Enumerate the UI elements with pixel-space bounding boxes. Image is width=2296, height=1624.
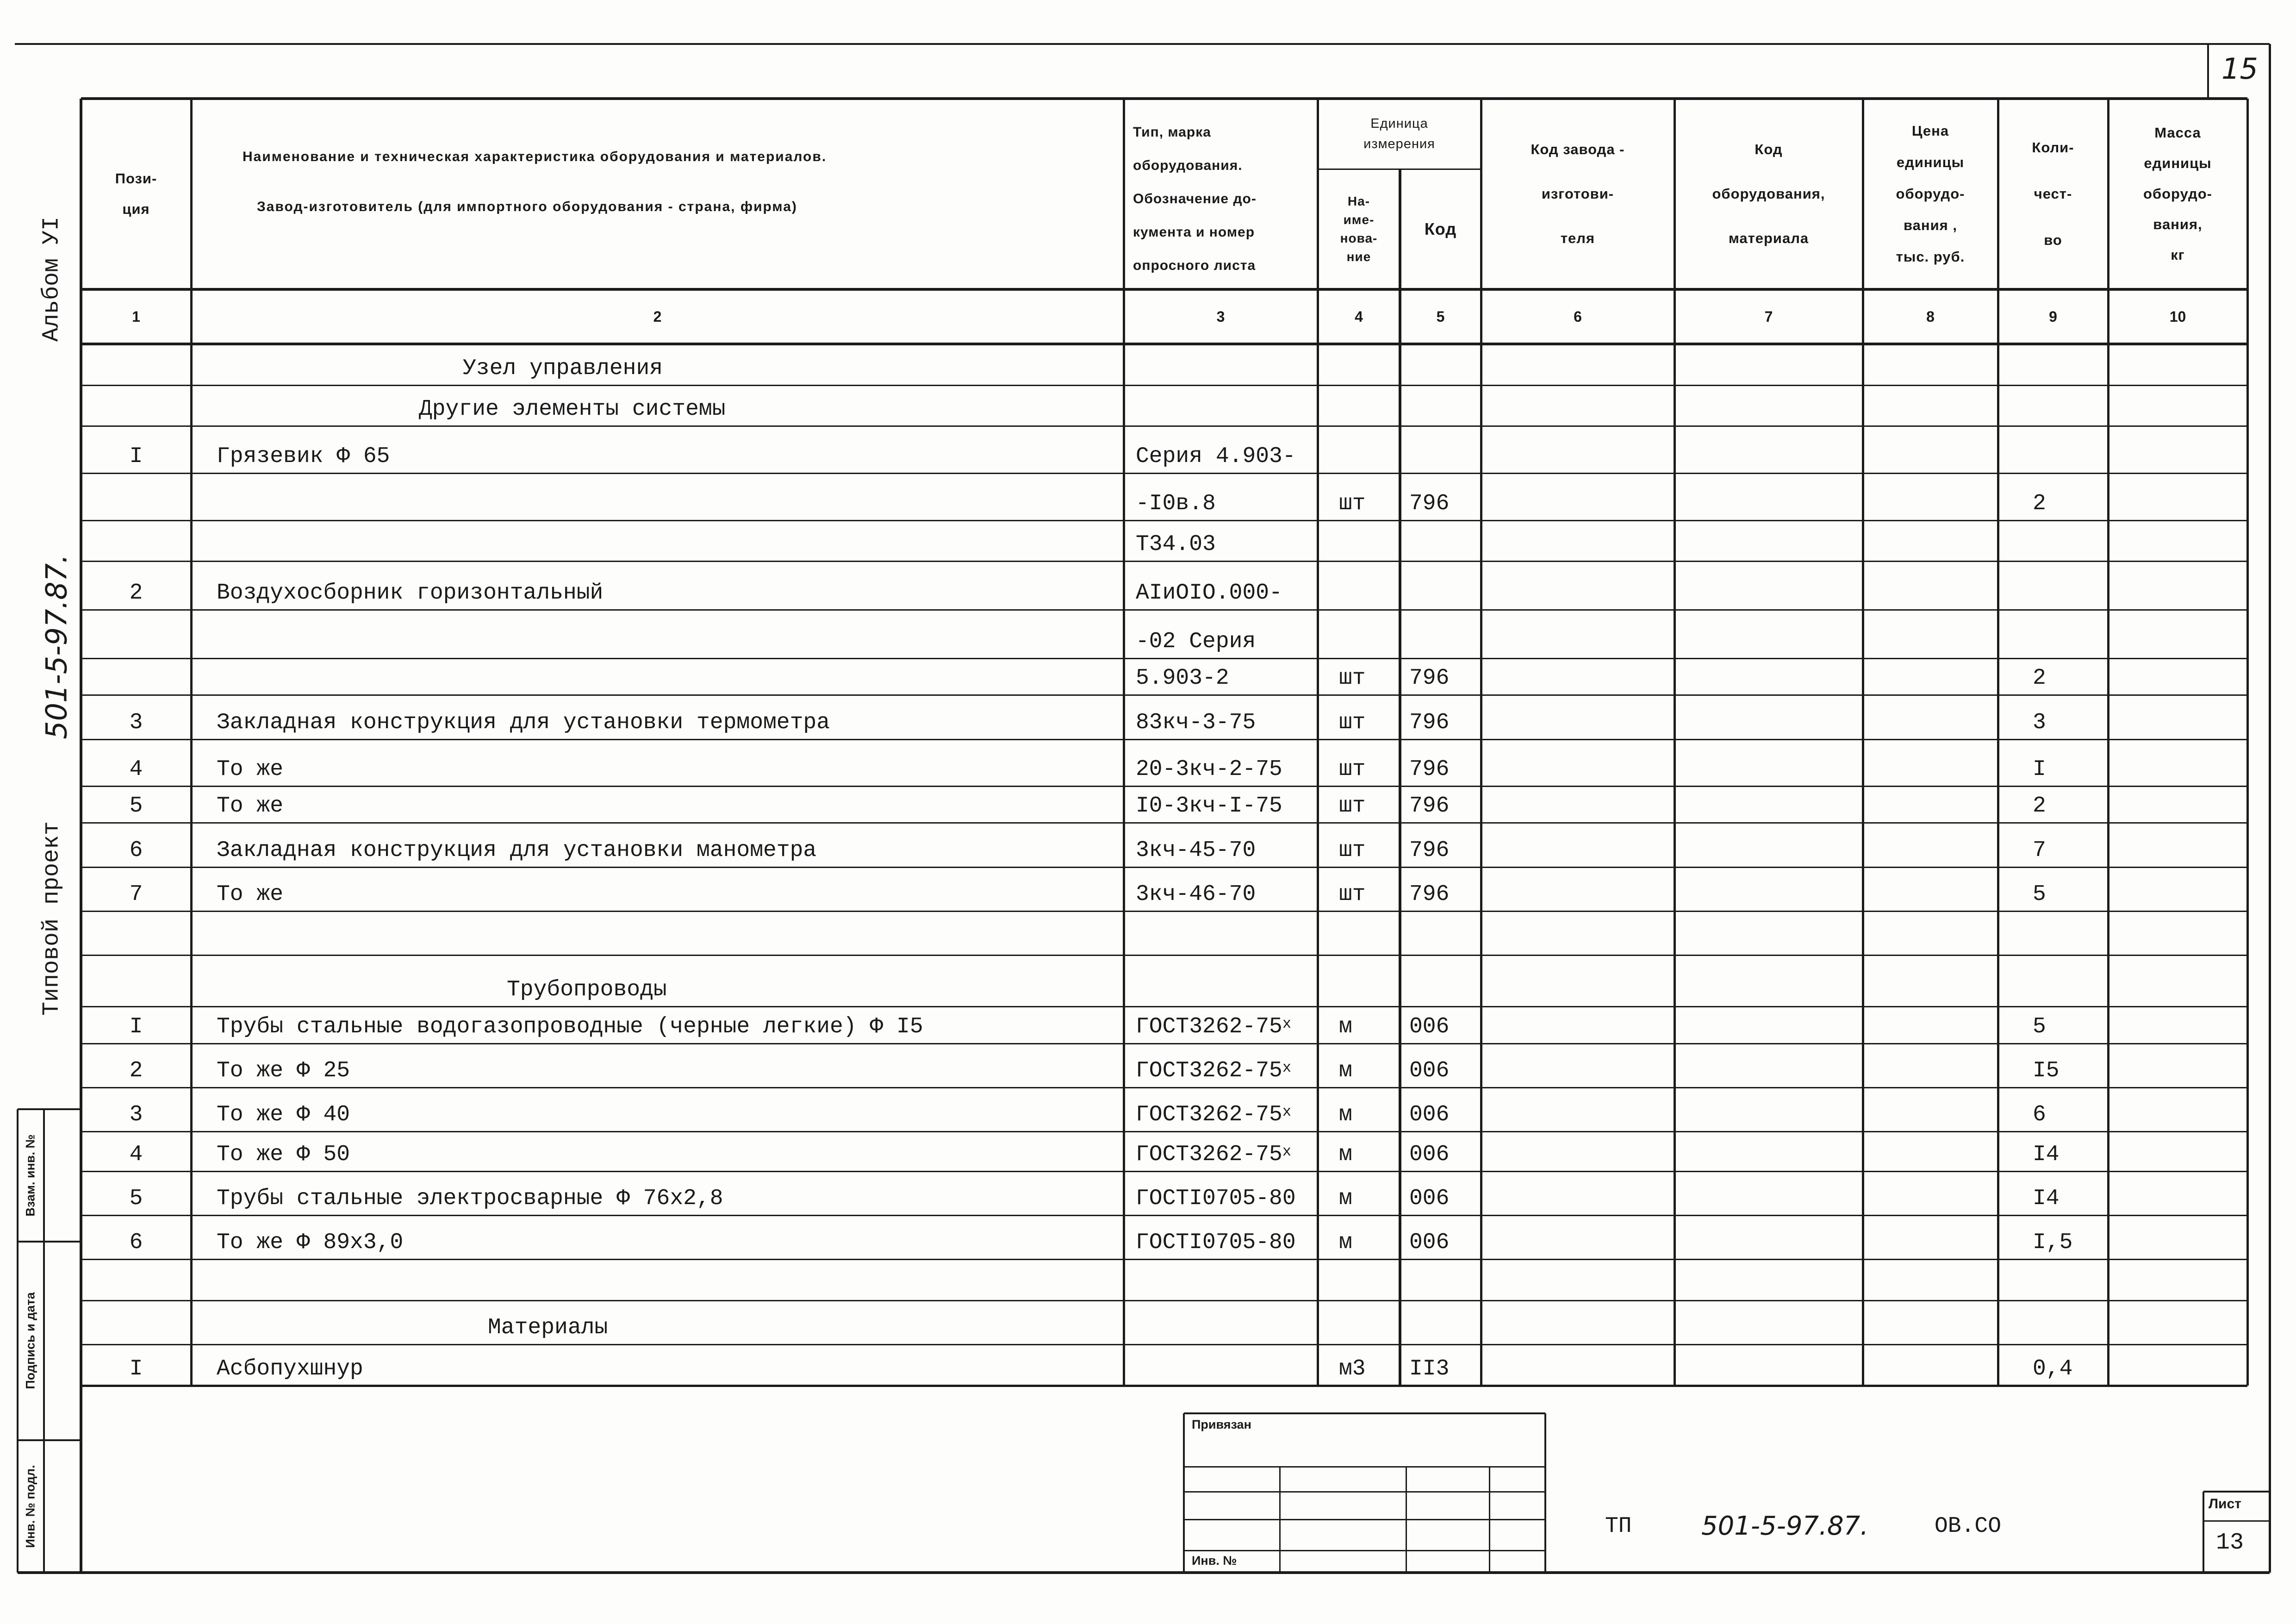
row-type-superscript: х	[1282, 1103, 1292, 1120]
row-name: Закладная конструкция для установки манометра	[217, 838, 817, 863]
row-name: Трубы стальные электросварные Ф 76х2,8	[217, 1186, 723, 1211]
grid-line	[81, 97, 2247, 100]
row-type: Серия 4.903-	[1136, 444, 1296, 469]
row-unit: шт	[1339, 666, 1366, 691]
column-number: 9	[2049, 308, 2057, 325]
grid-line	[18, 1108, 81, 1110]
header-maker-code: Код завода - изготови- теля	[1531, 141, 1625, 246]
header-position: Пози- ция	[115, 170, 157, 217]
row-type: 3кч-46-70	[1136, 882, 1256, 907]
column-number: 2	[653, 308, 662, 325]
row-unit: шт	[1339, 793, 1366, 818]
section-title: Узел управления	[463, 356, 663, 381]
row-unit-code: 796	[1409, 491, 1450, 516]
grid-line	[1184, 1491, 1545, 1493]
grid-line	[81, 425, 2247, 427]
row-position: I	[129, 1356, 143, 1381]
row-quantity: I4	[2033, 1142, 2060, 1167]
grid-line	[1184, 1519, 1545, 1520]
row-name: То же	[217, 882, 284, 907]
row-type: ГОСТI0705-80	[1136, 1230, 1296, 1255]
row-position: 4	[129, 1142, 143, 1167]
title-tp: ТП	[1605, 1514, 1632, 1539]
row-position: 5	[129, 793, 143, 818]
header-name-line1: Наименование и техническая характеристика оборудования и материалов.	[243, 149, 827, 164]
header-unit-code: Код	[1424, 219, 1457, 238]
header-unit: Единица измерения	[1363, 116, 1435, 151]
grid-line	[18, 1439, 81, 1441]
grid-line	[1862, 99, 1864, 1386]
grid-line	[1184, 1550, 1545, 1551]
grid-line	[81, 911, 2247, 912]
grid-line	[2107, 99, 2109, 1386]
row-unit-code: 796	[1409, 666, 1450, 691]
grid-line	[81, 658, 2247, 659]
row-name: Закладная конструкция для установки термометра	[217, 710, 830, 735]
row-unit: м	[1339, 1014, 1352, 1039]
grid-line	[81, 609, 2247, 611]
row-unit: м	[1339, 1230, 1352, 1255]
row-unit-code: 796	[1409, 757, 1450, 782]
grid-line	[1184, 1466, 1545, 1468]
row-position: 2	[129, 581, 143, 606]
grid-line	[17, 1109, 19, 1573]
grid-line	[81, 867, 2247, 868]
row-unit: м	[1339, 1102, 1352, 1127]
grid-line	[81, 1131, 2247, 1132]
row-name: То же	[217, 757, 284, 782]
stamp-inv-label: Инв. № подл.	[23, 1465, 37, 1548]
column-number: 5	[1436, 308, 1445, 325]
row-unit: шт	[1339, 757, 1366, 782]
section-title: Трубопроводы	[507, 977, 667, 1002]
section-title: Материалы	[488, 1315, 608, 1340]
grid-line	[81, 1006, 2247, 1007]
row-type-superscript: х	[1282, 1059, 1292, 1076]
row-name: Асбопухшнур	[217, 1356, 363, 1381]
grid-line	[1317, 99, 1319, 1386]
row-name: То же Ф 50	[217, 1142, 350, 1167]
grid-line	[81, 822, 2247, 824]
row-unit-code: 006	[1409, 1058, 1450, 1083]
row-quantity: I,5	[2033, 1230, 2073, 1255]
page-number: 15	[2221, 52, 2258, 86]
column-number: 7	[1764, 308, 1773, 325]
row-type: ГОСТ3262-75 $^х$	[1136, 1102, 1292, 1127]
row-unit-code: 796	[1409, 710, 1450, 735]
row-quantity: 6	[2033, 1102, 2046, 1127]
row-position: I	[129, 444, 143, 469]
grid-line	[1399, 169, 1401, 1386]
grid-line	[81, 1215, 2247, 1216]
grid-line	[1997, 99, 1999, 1386]
column-number: 3	[1216, 308, 1225, 325]
grid-line	[81, 786, 2247, 787]
row-unit-code: 006	[1409, 1186, 1450, 1211]
row-quantity: 2	[2033, 491, 2046, 516]
header-unit-name: На- име- нова- ние	[1340, 194, 1378, 264]
grid-line	[190, 99, 193, 1386]
grid-line	[2207, 44, 2209, 99]
row-type: ГОСТ3262-75 $^х$	[1136, 1142, 1292, 1167]
grid-line	[81, 288, 2247, 291]
section-title: Другие элементы системы	[419, 397, 726, 422]
row-type: I0-3кч-I-75	[1136, 793, 1282, 818]
row-unit: м3	[1339, 1356, 1366, 1381]
row-quantity: 7	[2033, 838, 2046, 863]
sheet-number: 13	[2216, 1530, 2244, 1556]
row-unit-code: 796	[1409, 838, 1450, 863]
stamp-attached-label: Привязан	[1192, 1418, 1251, 1431]
grid-line	[2246, 99, 2249, 1386]
row-unit: шт	[1339, 710, 1366, 735]
row-type: ГОСТ3262-75 $^х$	[1136, 1014, 1292, 1039]
grid-line	[1279, 1467, 1281, 1573]
row-unit-code: 006	[1409, 1142, 1450, 1167]
header-price: Цена единицы оборудо- вания , тыс. руб.	[1896, 123, 1965, 265]
row-position: 6	[129, 1230, 143, 1255]
row-position: 3	[129, 1102, 143, 1127]
header-name-line2: Завод-изготовитель (для импортного оборудования - страна, фирма)	[257, 199, 797, 214]
row-name: Воздухосборник горизонтальный	[217, 581, 604, 606]
row-position: 5	[129, 1186, 143, 1211]
row-type: -02 Серия	[1136, 629, 1256, 654]
sheet-label: Лист	[2209, 1496, 2241, 1512]
row-unit: шт	[1339, 491, 1366, 516]
row-position: 7	[129, 882, 143, 907]
row-unit: м	[1339, 1186, 1352, 1211]
row-type: ГОСТ3262-75 $^х$	[1136, 1058, 1292, 1083]
grid-line	[81, 1385, 2247, 1387]
row-unit-code: 796	[1409, 793, 1450, 818]
grid-line	[81, 385, 2247, 386]
row-name: То же Ф 40	[217, 1102, 350, 1127]
title-code: 501-5-97.87.	[1701, 1511, 1869, 1541]
grid-line	[18, 1241, 81, 1243]
grid-line	[2203, 1492, 2204, 1573]
title-section: ОВ.СО	[1935, 1514, 2002, 1539]
row-quantity: I5	[2033, 1058, 2060, 1083]
grid-line	[80, 99, 82, 1386]
grid-line	[1489, 1467, 1490, 1573]
grid-line	[81, 520, 2247, 521]
grid-line	[81, 343, 2247, 345]
grid-line	[1544, 1413, 1546, 1573]
row-type: 20-3кч-2-75	[1136, 757, 1282, 782]
row-quantity: 5	[2033, 882, 2046, 907]
grid-line	[1184, 1412, 1545, 1414]
grid-line	[18, 1571, 2270, 1574]
row-quantity: 2	[2033, 793, 2046, 818]
column-number: 6	[1574, 308, 1582, 325]
grid-line	[15, 43, 2270, 45]
row-type: Т34.03	[1136, 532, 1216, 557]
album-label: Альбом УI	[38, 216, 65, 342]
row-unit: шт	[1339, 838, 1366, 863]
grid-line	[81, 1344, 2247, 1345]
row-unit: м	[1339, 1142, 1352, 1167]
row-quantity: 3	[2033, 710, 2046, 735]
row-quantity: I	[2033, 757, 2046, 782]
grid-line	[1406, 1467, 1407, 1573]
row-unit-code: 006	[1409, 1230, 1450, 1255]
row-type: 83кч-3-75	[1136, 710, 1256, 735]
row-quantity: 5	[2033, 1014, 2046, 1039]
row-unit: шт	[1339, 882, 1366, 907]
grid-line	[2203, 1491, 2270, 1493]
grid-line	[81, 1043, 2247, 1044]
row-type: АIиОIО.000-	[1136, 581, 1282, 606]
grid-line	[81, 694, 2247, 696]
grid-line	[1123, 99, 1125, 1386]
column-number: 8	[1926, 308, 1935, 325]
grid-line	[81, 1171, 2247, 1172]
column-number: 4	[1355, 308, 1363, 325]
header-type: Тип, марка оборудования. Обозначение до- кумента и номер опросного листа	[1133, 125, 1257, 273]
row-position: 4	[129, 757, 143, 782]
column-number: 10	[2169, 308, 2186, 325]
project-code-side: 501-5-97.87.	[39, 554, 74, 739]
row-quantity: I4	[2033, 1186, 2060, 1211]
column-number: 1	[132, 308, 140, 325]
row-quantity: 0,4	[2033, 1356, 2073, 1381]
row-unit-code: 006	[1409, 1014, 1450, 1039]
row-name: Трубы стальные водогазопроводные (черные легкие) Ф I5	[217, 1014, 923, 1039]
row-type: 3кч-45-70	[1136, 838, 1256, 863]
header-equipment-code: Код оборудования, материала	[1712, 141, 1825, 246]
header-mass: Масса единицы оборудо- вания, кг	[2143, 125, 2212, 263]
row-position: 3	[129, 710, 143, 735]
stamp-replace-label: Взам. инв. №	[23, 1134, 37, 1217]
row-position: 6	[129, 838, 143, 863]
row-unit: м	[1339, 1058, 1352, 1083]
grid-line	[81, 1300, 2247, 1301]
row-type-superscript: х	[1282, 1015, 1292, 1032]
grid-line	[1674, 99, 1676, 1386]
row-unit-code: 006	[1409, 1102, 1450, 1127]
row-type: -I0в.8	[1136, 491, 1216, 516]
grid-line	[1183, 1413, 1185, 1573]
row-name: То же Ф 89х3,0	[217, 1230, 404, 1255]
row-name: То же Ф 25	[217, 1058, 350, 1083]
grid-line	[81, 955, 2247, 956]
grid-line	[81, 473, 2247, 474]
row-unit-code: 796	[1409, 882, 1450, 907]
grid-line	[81, 561, 2247, 562]
grid-line	[81, 1259, 2247, 1260]
project-type-label: Типовой проект	[38, 821, 65, 1016]
stamp-inv-number-label: Инв. №	[1192, 1554, 1237, 1568]
grid-line	[1480, 99, 1482, 1386]
stamp-sign-label: Подпись и дата	[23, 1292, 37, 1389]
row-position: I	[129, 1014, 143, 1039]
row-name: Грязевик Ф 65	[217, 444, 390, 469]
row-quantity: 2	[2033, 666, 2046, 691]
row-type: 5.903-2	[1136, 666, 1229, 691]
header-quantity: Коли- чест- во	[2032, 139, 2074, 248]
row-type-superscript: х	[1282, 1143, 1292, 1160]
row-unit-code: II3	[1409, 1356, 1450, 1381]
grid-line	[43, 1109, 45, 1573]
row-name: То же	[217, 793, 284, 818]
grid-line	[2203, 1520, 2270, 1522]
grid-line	[81, 739, 2247, 740]
grid-line	[2269, 44, 2271, 1573]
row-type: ГОСТI0705-80	[1136, 1186, 1296, 1211]
row-position: 2	[129, 1058, 143, 1083]
grid-line	[81, 1087, 2247, 1088]
